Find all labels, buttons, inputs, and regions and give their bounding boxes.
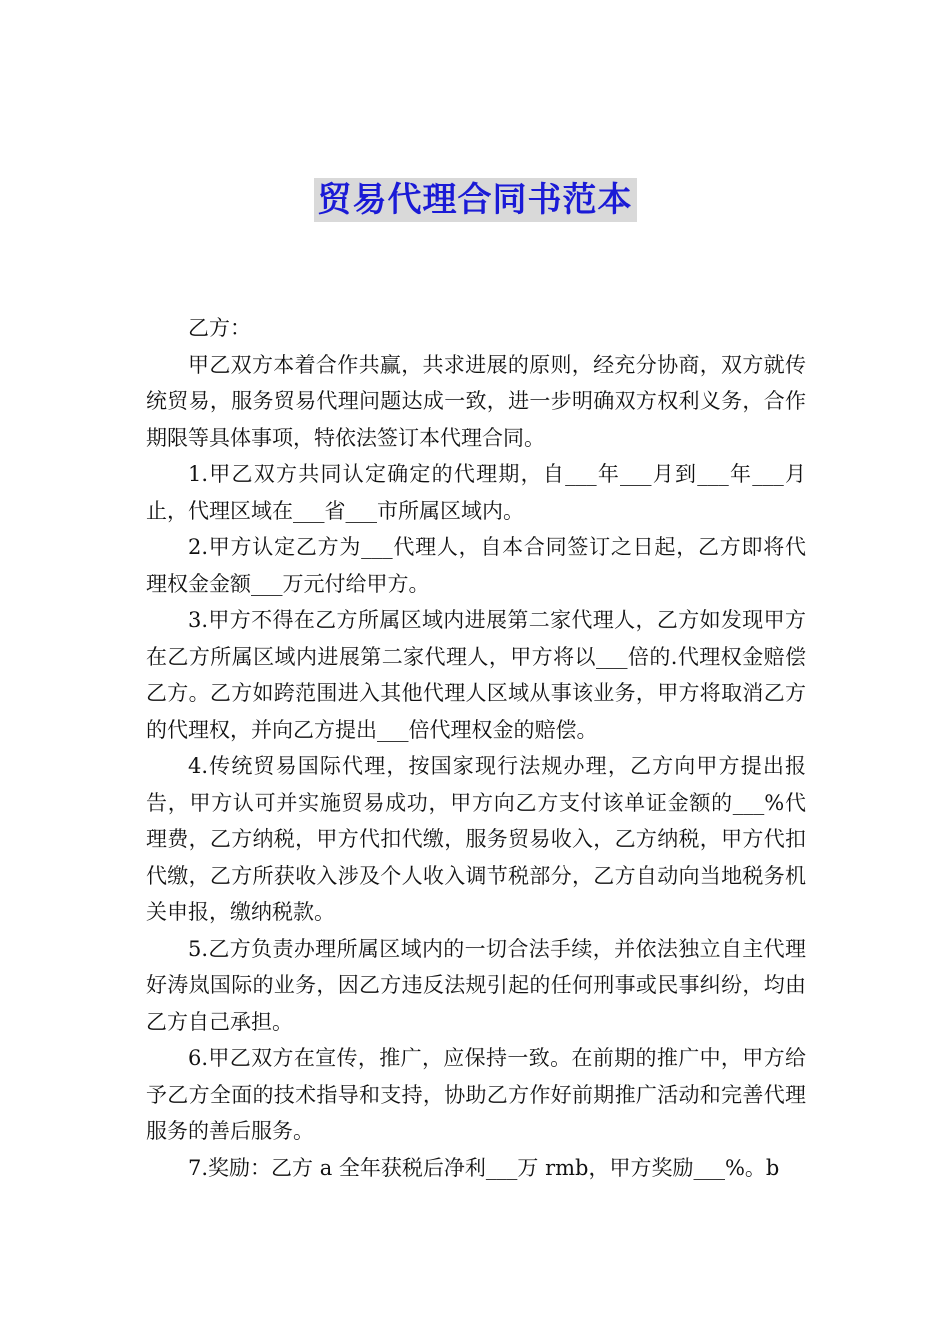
clause-6: 6.甲乙双方在宣传，推广，应保持一致。在前期的推广中，甲方给予乙方全面的技术指导和支持，协助乙方作好前期推广活动和完善代理服务的善后服务。 [146, 1046, 806, 1143]
document-body [146, 310, 806, 1186]
clause-2: 2.甲方认定乙方为___代理人，自本合同签订之日起，乙方即将代理权金金额___万元付给甲方。 [146, 535, 806, 596]
clause-4: 4.传统贸易国际代理，按国家现行法规办理，乙方向甲方提出报告，甲方认可并实施贸易成功，甲方向乙方支付该单证金额的___%代理费，乙方纳税，甲方代扣代缴，服务贸易收入，乙方纳税，甲方代扣代缴，乙方所获收入涉及个人收入调节税部分，乙方自动向当地税务机关申报，缴纳税款。 [146, 754, 806, 924]
clause-3: 3.甲方不得在乙方所属区域内进展第二家代理人，乙方如发现甲方在乙方所属区域内进展第二家代理人，甲方将以___倍的.代理权金赔偿乙方。乙方如跨范围进入其他代理人区域从事该业务，甲方将取消乙方的代理权，并向乙方提出___倍代理权金的赔偿。 [146, 608, 806, 742]
clause-5: 5.乙方负责办理所属区域内的一切合法手续，并依法独立自主代理好涛岚国际的业务，因乙方违反法规引起的任何刑事或民事纠纷，均由乙方自己承担。 [146, 936, 806, 1034]
clause-7: 7.奖励：乙方 a 全年获税后净利___万 rmb，甲方奖励___%。b [188, 1155, 780, 1180]
title-container [0, 178, 950, 222]
party-b-label: 乙方： [188, 316, 251, 340]
document-title: 贸易代理合同书范本 [314, 178, 637, 222]
preamble-paragraph: 甲乙双方本着合作共赢，共求进展的原则，经充分协商，双方就传统贸易，服务贸易代理问题达成一致，进一步明确双方权利义务，合作期限等具体事项，特依法签订本代理合同。 [146, 352, 806, 450]
clause-1: 1.甲乙双方共同认定确定的代理期，自___年___月到___年___月止，代理区域在___省___市所属区域内。 [146, 462, 806, 523]
